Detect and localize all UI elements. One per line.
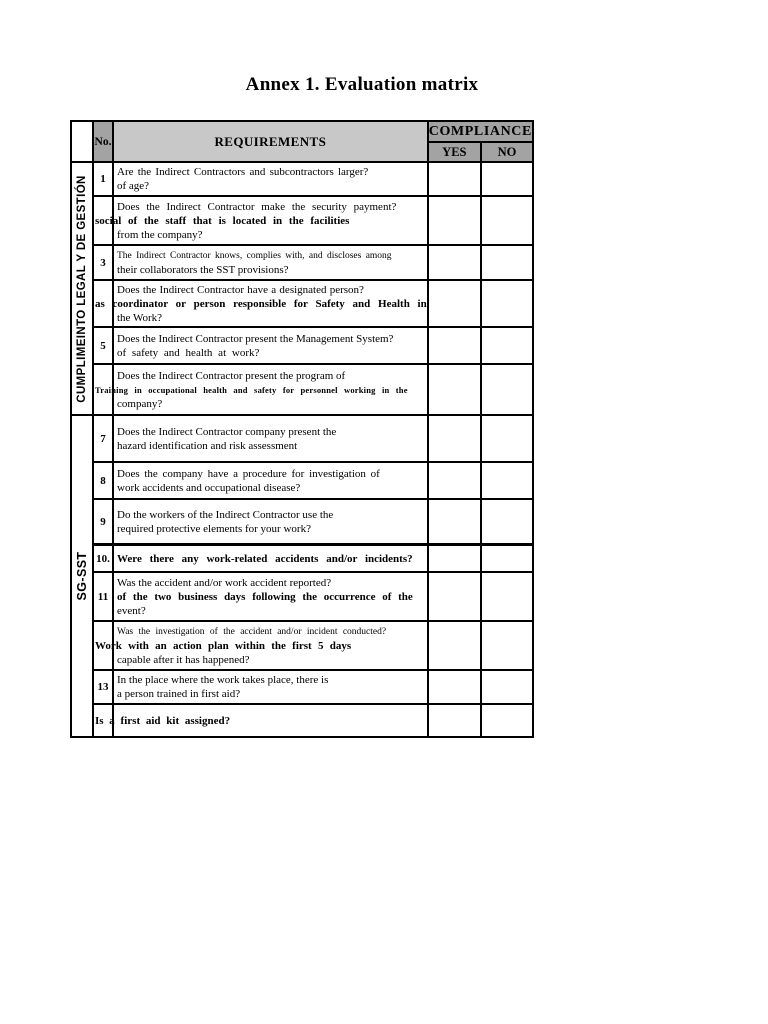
header-no-option: NO xyxy=(481,142,533,162)
requirement-cell xyxy=(113,670,428,704)
requirement-line: as coordinator or person responsible for Safety and Health in xyxy=(95,297,427,310)
no-answer-cell xyxy=(481,545,533,573)
header-no: No. xyxy=(93,121,113,162)
yes-cell xyxy=(428,196,481,245)
evaluation-matrix-table xyxy=(70,120,534,738)
no-answer-cell xyxy=(481,280,533,327)
requirement-cell xyxy=(113,162,428,196)
requirement-line: work accidents and occupational disease? xyxy=(117,481,301,494)
requirement-line: Was the accident and/or work accident reported? xyxy=(117,576,332,589)
yes-cell xyxy=(428,364,481,415)
requirement-line: Were there any work-related accidents and/or incidents? xyxy=(117,552,413,565)
requirement-line: a person trained in first aid? xyxy=(117,688,241,700)
matrix-body xyxy=(71,162,533,737)
requirement-line: their collaborators the SST provisions? xyxy=(117,263,289,276)
requirement-line: Does the Indirect Contractor present the program of xyxy=(117,369,346,382)
requirement-line: of safety and health at work? xyxy=(117,346,260,359)
header-requirements: REQUIREMENTS xyxy=(113,121,428,162)
row-number-cell: 8 xyxy=(93,462,113,499)
requirement-line: of the two business days following the occurrence of the xyxy=(117,590,413,603)
row-number-cell: 11 xyxy=(93,572,113,621)
row-number-cell: 5 xyxy=(93,327,113,364)
requirement-cell xyxy=(113,245,428,280)
yes-cell xyxy=(428,499,481,545)
requirement-cell xyxy=(95,196,428,245)
no-answer-cell xyxy=(481,670,533,704)
no-answer-cell xyxy=(481,462,533,499)
row-number-cell: 9 xyxy=(93,499,113,545)
requirement-line: Does the Indirect Contractor make the security payment? xyxy=(117,200,397,213)
row-number-cell: 3 xyxy=(93,245,113,280)
yes-cell xyxy=(428,704,481,737)
no-answer-cell xyxy=(481,327,533,364)
requirement-line: event? xyxy=(117,604,146,617)
requirement-line: social of the staff that is located in the facilities xyxy=(95,214,350,227)
requirement-line: In the place where the work takes place, there is xyxy=(117,674,329,686)
requirement-line: Work with an action plan within the first 5 days xyxy=(95,639,352,652)
yes-cell xyxy=(428,572,481,621)
no-answer-cell xyxy=(481,364,533,415)
requirement-cell xyxy=(113,545,428,573)
requirement-line: the Work? xyxy=(117,311,163,324)
yes-cell xyxy=(428,162,481,196)
page-title: Annex 1. Evaluation matrix xyxy=(245,74,479,95)
yes-cell xyxy=(428,621,481,670)
header-yes: YES xyxy=(428,142,481,162)
yes-cell xyxy=(428,245,481,280)
yes-cell xyxy=(428,670,481,704)
yes-cell xyxy=(428,462,481,499)
row-number-cell: 13 xyxy=(93,670,113,704)
yes-cell xyxy=(428,280,481,327)
no-answer-cell xyxy=(481,162,533,196)
no-answer-cell xyxy=(481,196,533,245)
no-answer-cell xyxy=(481,704,533,737)
requirement-cell xyxy=(113,415,428,462)
requirement-line: from the company? xyxy=(117,228,203,241)
section-vertical-label: CUMPLIMEINTO LEGAL Y DE GESTIÓN xyxy=(76,174,88,403)
requirement-line: company? xyxy=(117,397,163,410)
requirement-cell xyxy=(113,462,428,499)
requirement-line: capable after it has happened? xyxy=(117,653,250,666)
row-number-cell: 10. xyxy=(93,545,113,573)
yes-cell xyxy=(428,415,481,462)
requirement-cell xyxy=(113,499,428,545)
no-answer-cell xyxy=(481,572,533,621)
no-answer-cell xyxy=(481,499,533,545)
header-compliance: COMPLIANCE xyxy=(428,121,533,142)
section-label-cell xyxy=(71,162,93,415)
requirement-cell xyxy=(95,280,428,327)
yes-cell xyxy=(428,327,481,364)
requirement-line: Was the investigation of the accident and/or incident conducted? xyxy=(117,626,387,637)
no-answer-cell xyxy=(481,415,533,462)
requirement-cell xyxy=(95,364,428,415)
section-vertical-label: SG-SST xyxy=(75,551,89,601)
requirement-cell xyxy=(113,572,428,621)
requirement-line: Does the Indirect Contractor present the Management System? xyxy=(117,332,394,345)
section-label-cell xyxy=(71,415,93,737)
row-number-cell: 7 xyxy=(93,415,113,462)
requirement-line: hazard identification and risk assessment xyxy=(117,439,298,452)
header-corner-spacer xyxy=(71,121,93,162)
requirement-cell xyxy=(95,621,428,670)
requirement-line: The Indirect Contractor knows, complies with, and discloses among xyxy=(117,250,392,261)
requirement-line: Does the Indirect Contractor have a designated person? xyxy=(117,283,364,296)
requirement-line: required protective elements for your work? xyxy=(117,522,311,535)
yes-cell xyxy=(428,545,481,573)
requirement-line: of age? xyxy=(117,180,150,192)
row-number-cell: 1 xyxy=(93,162,113,196)
requirement-line: Does the company have a procedure for investigation of xyxy=(117,467,380,480)
requirement-cell xyxy=(113,327,428,364)
no-answer-cell xyxy=(481,245,533,280)
requirement-line: Are the Indirect Contractors and subcontractors larger? xyxy=(117,166,369,178)
requirement-line: Training in occupational health and safety for personnel working in the xyxy=(95,384,408,395)
requirement-line: Do the workers of the Indirect Contractor use the xyxy=(117,508,334,521)
requirement-cell xyxy=(95,704,428,737)
requirement-line: Is a first aid kit assigned? xyxy=(95,714,231,727)
no-answer-cell xyxy=(481,621,533,670)
requirement-line: Does the Indirect Contractor company present the xyxy=(117,425,337,438)
